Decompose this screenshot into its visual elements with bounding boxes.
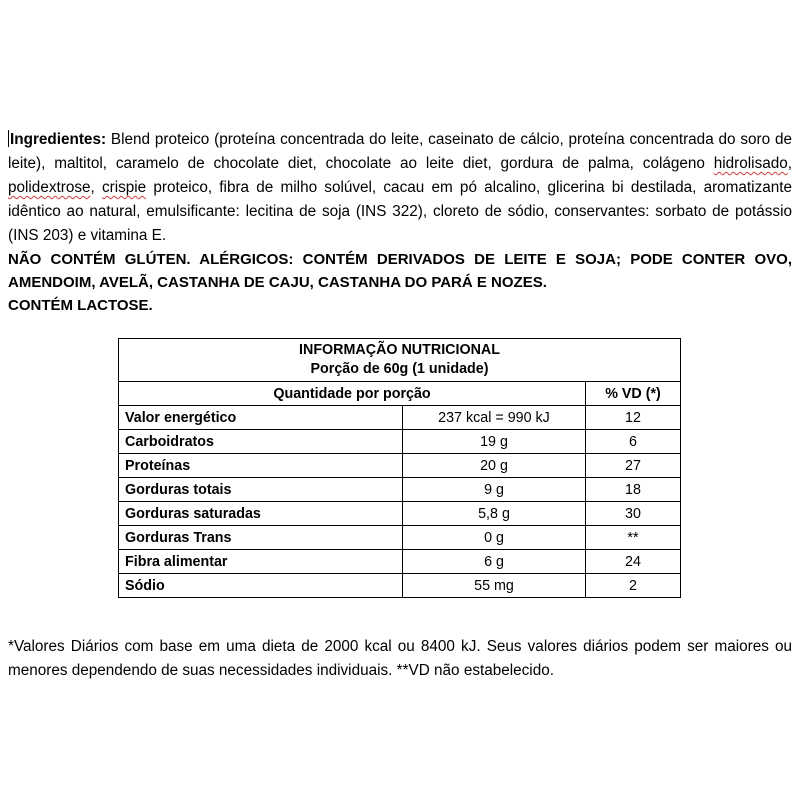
nutrient-name: Proteínas bbox=[119, 454, 403, 478]
nutrient-dv: 6 bbox=[586, 430, 681, 454]
footnote: *Valores Diários com base em uma dieta de 2000 kcal ou 8400 kJ. Seus valores diários podem ser maiores ou menores dependendo de suas necessidades individuais. **VD não estabelecido. bbox=[8, 638, 792, 680]
table-portion: Porção de 60g (1 unidade) bbox=[310, 361, 489, 377]
nutrient-amount: 237 kcal = 990 kJ bbox=[403, 406, 586, 430]
table-row bbox=[119, 526, 681, 550]
ingredients-text: Blend proteico (proteína concentrada do leite, caseinato de cálcio, proteína concentrada do soro de leite), maltitol, caramelo de chocolate diet, chocolate ao leite diet, gordura de palma, colágeno bbox=[8, 131, 792, 172]
table-title: INFORMAÇÃO NUTRICIONAL bbox=[299, 342, 500, 358]
ingredients-text: proteico, fibra de milho solúvel, cacau em pó alcalino, glicerina bi destilada, aromatizante idêntico ao natural, emulsificante: lecitina de soja (INS 322), cloreto de sódio, conservantes: sorbato de potássio (INS 203) e vitamina E. bbox=[8, 179, 792, 244]
spellcheck-word[interactable]: hidrolisado bbox=[713, 155, 788, 172]
spellcheck-word[interactable]: crispie bbox=[101, 179, 147, 196]
nutrient-amount: 9 g bbox=[403, 478, 586, 502]
ingredients-text: , bbox=[787, 155, 792, 172]
col-dv-header: % VD (*) bbox=[586, 382, 681, 406]
nutrient-amount: 55 mg bbox=[403, 574, 586, 598]
text-cursor bbox=[8, 130, 9, 147]
nutrient-dv: 30 bbox=[586, 502, 681, 526]
nutrient-dv: 27 bbox=[586, 454, 681, 478]
nutrient-amount: 6 g bbox=[403, 550, 586, 574]
nutrient-amount: 20 g bbox=[403, 454, 586, 478]
table-row bbox=[119, 574, 681, 598]
nutrient-name: Gorduras saturadas bbox=[119, 502, 403, 526]
column-header-row bbox=[119, 382, 681, 406]
spellcheck-word[interactable]: polidextrose bbox=[8, 179, 91, 196]
nutrient-dv: ** bbox=[586, 526, 681, 550]
ingredients-text: , bbox=[90, 179, 102, 196]
nutrient-dv: 18 bbox=[586, 478, 681, 502]
table-row bbox=[119, 406, 681, 430]
ingredients-label: Ingredientes: bbox=[10, 131, 107, 148]
nutrient-name: Fibra alimentar bbox=[119, 550, 403, 574]
nutrient-dv: 2 bbox=[586, 574, 681, 598]
nutrition-rows bbox=[119, 406, 681, 598]
nutrient-amount: 19 g bbox=[403, 430, 586, 454]
lactose-warning: CONTÉM LACTOSE. bbox=[8, 297, 153, 314]
nutrient-name: Gorduras Trans bbox=[119, 526, 403, 550]
nutrition-table bbox=[118, 338, 681, 598]
nutrient-amount: 0 g bbox=[403, 526, 586, 550]
nutrient-name: Carboidratos bbox=[119, 430, 403, 454]
table-header-row bbox=[119, 339, 681, 382]
allergen-warning: NÃO CONTÉM GLÚTEN. ALÉRGICOS: CONTÉM DERIVADOS DE LEITE E SOJA; PODE CONTER OVO, AMENDOIM, AVELÃ, CASTANHA DE CAJU, CASTANHA DO PARÁ E NOZES. bbox=[8, 251, 792, 291]
nutrient-amount: 5,8 g bbox=[403, 502, 586, 526]
table-row bbox=[119, 430, 681, 454]
nutrient-dv: 12 bbox=[586, 406, 681, 430]
table-row bbox=[119, 502, 681, 526]
ingredients-section bbox=[8, 128, 792, 317]
nutrient-name: Sódio bbox=[119, 574, 403, 598]
table-row bbox=[119, 478, 681, 502]
table-row bbox=[119, 550, 681, 574]
table-title-cell bbox=[119, 339, 681, 382]
col-quantity-header: Quantidade por porção bbox=[119, 382, 586, 406]
nutrient-name: Valor energético bbox=[119, 406, 403, 430]
nutrient-dv: 24 bbox=[586, 550, 681, 574]
nutrient-name: Gorduras totais bbox=[119, 478, 403, 502]
table-row bbox=[119, 454, 681, 478]
ingredients-paragraph bbox=[8, 128, 792, 248]
